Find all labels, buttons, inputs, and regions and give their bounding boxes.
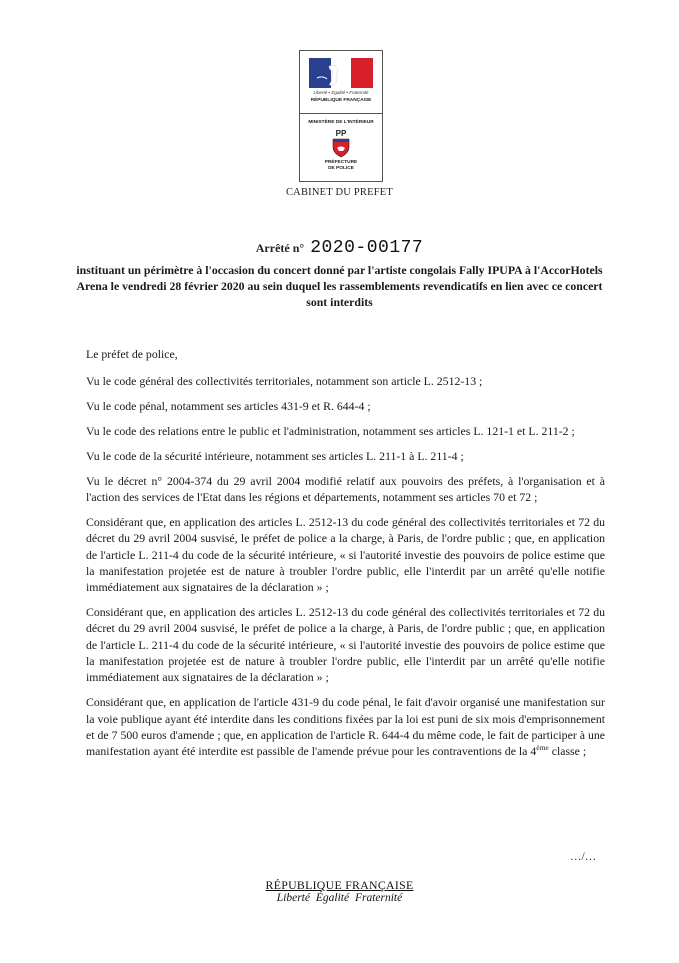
arrete-label: Arrêté n° [255, 241, 305, 255]
footer-motto: Liberté Égalité Fraternité [276, 892, 403, 904]
opening-line: Le préfet de police, [86, 347, 178, 361]
arrete-heading [0, 238, 679, 258]
logo-motto: Liberté • Égalité • Fraternité [313, 90, 369, 95]
footer-republic: RÉPUBLIQUE FRANÇAISE [265, 878, 414, 892]
police-prefecture-emblem-icon [328, 128, 354, 158]
arrete-subtitle: instituant un périmètre à l'occasion du concert donné par l'artiste congolais Fally IPUPA à l'AccorHotels Arena le vendredi 28 février 2020 au sein duquel les rassemblements revendicatifs en lien avec ce concert sont interdits [76, 263, 603, 309]
paragraph-considerant-2: Considérant que, en application des articles L. 2512-13 du code général des collectivités territoriales et 72 du décret du 29 avril 2004 susvisé, le préfet de police a la charge, à Paris, de l'ordre public ; que, en application de l'article L. 211-4 du code de la sécurité intérieure, « si l'autorité investie des pouvoirs de police estime que la manifestation projetée est de nature à troubler l'ordre public, elle l'interdit par un arrêté qu'elle notifie immédiatement aux signataires de la déclaration » ; [86, 605, 605, 685]
paragraph-considerant-3-text: Considérant que, en application de l'article 431-9 du code pénal, le fait d'avoir organisé une manifestation sur la voie publique ayant été interdite dans les conditions fixées par la loi est puni de six mois d'emprisonnement et de 7 500 euros d'amende ; que, en application de l'article R. 644-4 du même code, le fait de participer à une manifestation ayant été interdite est passible de l'amende prévue pour les contraventions de la 4 [86, 695, 605, 759]
cabinet-heading: CABINET DU PREFET [285, 187, 394, 198]
superscript-eme: ème [536, 743, 549, 753]
marianne-flag-icon [309, 58, 373, 88]
logo-ministry-text: MINISTÈRE DE L'INTÉRIEUR [308, 120, 374, 125]
logo-prefecture-text [300, 160, 382, 172]
ministry-logo [299, 50, 383, 182]
logo-prefecture-line2: DE POLICE [328, 166, 354, 171]
paragraph-vu-code-penal: Vu le code pénal, notamment ses articles 431-9 et R. 644-4 ; [86, 399, 371, 414]
paragraph-vu-cgct: Vu le code général des collectivités territoriales, notamment son article L. 2512-13 ; [86, 374, 483, 389]
paragraph-considerant-1: Considérant que, en application des articles L. 2512-13 du code général des collectivités territoriales et 72 du décret du 29 avril 2004 susvisé, le préfet de police a la charge, à Paris, de l'ordre public ; que, en application de l'article L. 211-4 du code de la sécurité intérieure, « si l'autorité investie des pouvoirs de police estime que la manifestation projetée est de nature à troubler l'ordre public, elle l'interdit par un arrêté qu'elle notifie immédiatement aux signataires de la déclaration » ; [86, 515, 605, 595]
svg-text:PP: PP [335, 129, 347, 138]
logo-prefecture-line1: PRÉFECTURE [324, 160, 358, 165]
paragraph-vu-crpa: Vu le code des relations entre le public et l'administration, notamment ses articles L. 121-1 et L. 211-2 ; [86, 424, 575, 439]
paragraph-vu-csi: Vu le code de la sécurité intérieure, notamment ses articles L. 211-1 à L. 211-4 ; [86, 448, 464, 463]
continued-marker: …/… [570, 851, 597, 863]
paragraph-considerant-3-end: classe ; [548, 744, 587, 759]
logo-republic-text: RÉPUBLIQUE FRANÇAISE [310, 98, 372, 103]
paragraph-considerant-3 [86, 694, 605, 759]
document-body [86, 346, 605, 768]
republic-logo [300, 51, 382, 114]
paragraph-vu-decret: Vu le décret n° 2004-374 du 29 avril 2004 modifié relatif aux pouvoirs des préfets, à l'organisation et à l'action des services de l'Etat dans les régions et départements, notamment ses articles 70 et 72 ; [86, 473, 605, 505]
arrete-number: 2020-00177 [310, 238, 424, 258]
